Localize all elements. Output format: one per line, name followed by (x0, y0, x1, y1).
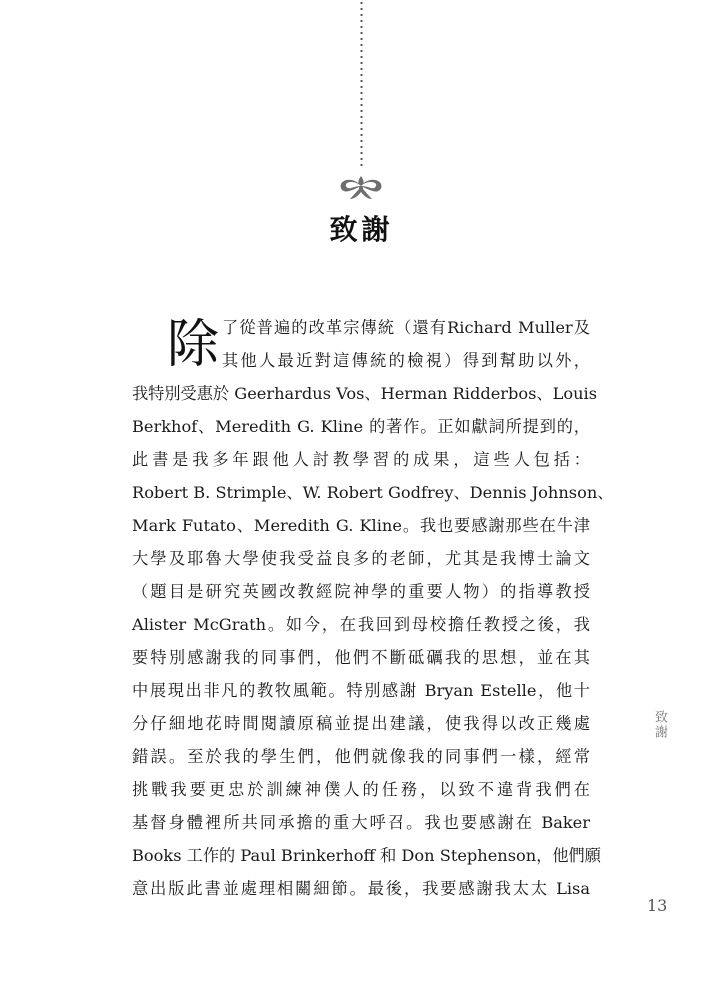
body-line: 基督身體裡所共同承擔的重大呼召。我也要感謝在 Baker (132, 813, 590, 832)
body-line: Books 工作的 Paul Brinkerhoff 和 Don Stephenson，他們願 (132, 846, 601, 865)
fleuron-ornament-icon (338, 172, 384, 202)
body-line: Mark Futato、Meredith G. Kline。我也要感謝那些在牛津 (132, 516, 590, 535)
dotted-divider (360, 0, 363, 170)
body-line: 了從普遍的改革宗傳統（還有Richard Muller及 (222, 318, 590, 337)
dropcap-paragraph-start (132, 311, 590, 377)
body-line: 挑戰我要更忠於訓練神僕人的任務，以致不違背我們在 (132, 780, 590, 799)
body-line: 意出版此書並處理相關細節。最後，我要感謝我太太 Lisa (132, 879, 590, 898)
acknowledgements-body (132, 311, 614, 905)
body-line: Berkhof、Meredith G. Kline 的著作。正如獻詞所提到的， (132, 417, 590, 436)
body-line: 要特別感謝我的同事們，他們不斷砥礪我的思想，並在其 (132, 648, 590, 667)
body-line: 中展現出非凡的教牧風範。特別感謝 Bryan Estelle，他十 (132, 681, 590, 700)
body-line: Alister McGrath。如今，在我回到母校擔任教授之後，我 (132, 615, 590, 634)
body-line: 錯誤。至於我的學生們，他們就像我的同事們一樣，經常 (132, 747, 590, 766)
running-head: 致謝 (652, 710, 667, 740)
body-line: Robert B. Strimple、W. Robert Godfrey、Dennis Johnson、 (132, 483, 614, 502)
body-line: （題目是研究英國改教經院神學的重要人物）的指導教授 (132, 582, 590, 601)
chapter-title: 致謝 (329, 213, 394, 246)
page-number: 13 (647, 896, 668, 915)
body-line: 其他人最近對這傳統的檢視）得到幫助以外， (222, 351, 590, 370)
dropcap-letter: 除 (167, 315, 220, 375)
body-line: 分仔細地花時間閱讀原稿並提出建議，使我得以改正幾處 (132, 714, 590, 733)
body-line: 大學及耶魯大學使我受益良多的老師，尤其是我博士論文 (132, 549, 590, 568)
body-line: 此書是我多年跟他人討教學習的成果，這些人包括： (132, 450, 590, 469)
body-line: 我特別受惠於 Geerhardus Vos、Herman Ridderbos、Louis (132, 384, 598, 403)
